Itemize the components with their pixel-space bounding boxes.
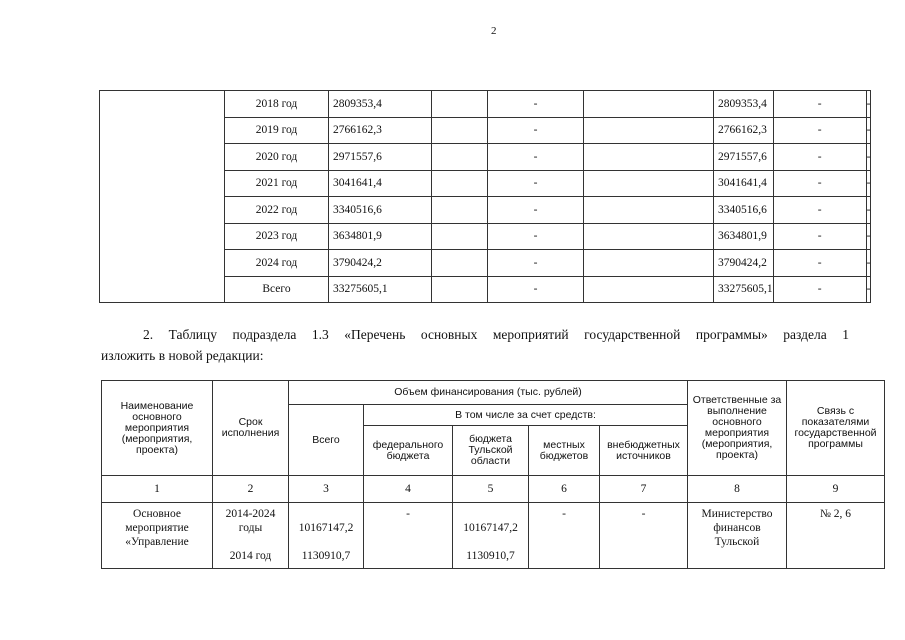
regional-cell: 2766162,3 bbox=[714, 117, 774, 144]
header-local: местных бюджетов bbox=[529, 426, 600, 476]
spacer-cell bbox=[432, 223, 488, 250]
regional-cell: 3634801,9 bbox=[714, 223, 774, 250]
federal-cell: - bbox=[488, 117, 584, 144]
spacer-cell bbox=[584, 117, 714, 144]
other-cell: - bbox=[866, 197, 871, 224]
local-cell: - bbox=[773, 144, 866, 171]
other-cell: - bbox=[866, 91, 871, 118]
row-regional-1: 10167147,2 bbox=[463, 522, 518, 534]
column-number: 1 bbox=[102, 476, 213, 503]
column-number: 8 bbox=[688, 476, 787, 503]
regional-cell: 3790424,2 bbox=[714, 250, 774, 277]
spacer-cell bbox=[584, 223, 714, 250]
total-cell: 3340516,6 bbox=[329, 197, 432, 224]
header-regional: бюджета Тульской области bbox=[453, 426, 529, 476]
regional-cell: 3340516,6 bbox=[714, 197, 774, 224]
other-cell: - bbox=[866, 117, 871, 144]
local-cell: - bbox=[773, 250, 866, 277]
instruction-paragraph-line-2: изложить в новой редакции: bbox=[101, 348, 264, 363]
year-cell: Всего bbox=[225, 276, 329, 303]
row-federal: - bbox=[364, 503, 453, 569]
total-cell: 2766162,3 bbox=[329, 117, 432, 144]
row-regional-2: 1130910,7 bbox=[466, 550, 515, 562]
header-total: Всего bbox=[289, 405, 364, 476]
row-term-1: 2014-2024 годы bbox=[225, 508, 276, 534]
page-number: 2 bbox=[491, 25, 497, 37]
header-responsible: Ответственные за выполнение основного мероприятия (мероприятия, проекта) bbox=[688, 381, 787, 476]
spacer-cell bbox=[432, 117, 488, 144]
year-cell: 2023 год bbox=[225, 223, 329, 250]
federal-cell: - bbox=[488, 197, 584, 224]
other-cell: - bbox=[866, 144, 871, 171]
column-number: 6 bbox=[529, 476, 600, 503]
column-number: 2 bbox=[213, 476, 289, 503]
spacer-cell bbox=[584, 170, 714, 197]
instruction-paragraph-line-1: 2. Таблицу подраздела 1.3 «Перечень основных мероприятий государственной программы» раздела 1 bbox=[143, 327, 849, 342]
year-cell: 2019 год bbox=[225, 117, 329, 144]
header-funding: Объем финансирования (тыс. рублей) bbox=[289, 381, 688, 405]
spacer-cell bbox=[432, 197, 488, 224]
regional-cell: 2809353,4 bbox=[714, 91, 774, 118]
regional-cell: 2971557,6 bbox=[714, 144, 774, 171]
spacer-cell bbox=[584, 91, 714, 118]
merged-name-cell bbox=[100, 91, 225, 303]
year-cell: 2022 год bbox=[225, 197, 329, 224]
main-measures-table bbox=[101, 380, 885, 569]
local-cell: - bbox=[773, 223, 866, 250]
other-cell: - bbox=[866, 276, 871, 303]
header-term: Срок исполнения bbox=[213, 381, 289, 476]
header-name: Наименование основного мероприятия (мероприятия, проекта) bbox=[102, 381, 213, 476]
federal-cell: - bbox=[488, 223, 584, 250]
year-cell: 2020 год bbox=[225, 144, 329, 171]
regional-cell: 33275605,1 bbox=[714, 276, 774, 303]
header-link: Связь с показателями государственной программы bbox=[787, 381, 885, 476]
federal-cell: - bbox=[488, 170, 584, 197]
row-term bbox=[213, 503, 289, 569]
row-total-2: 1130910,7 bbox=[301, 550, 351, 562]
row-link: № 2, 6 bbox=[787, 503, 885, 569]
local-cell: - bbox=[773, 197, 866, 224]
spacer-cell bbox=[432, 250, 488, 277]
funding-by-year-table bbox=[99, 90, 871, 303]
local-cell: - bbox=[773, 117, 866, 144]
total-cell: 3634801,9 bbox=[329, 223, 432, 250]
row-name: Основное мероприятие «Управление bbox=[102, 503, 213, 569]
column-number: 3 bbox=[289, 476, 364, 503]
total-cell: 3041641,4 bbox=[329, 170, 432, 197]
spacer-cell bbox=[432, 170, 488, 197]
other-cell: - bbox=[866, 250, 871, 277]
federal-cell: - bbox=[488, 144, 584, 171]
row-local: - bbox=[529, 503, 600, 569]
total-cell: 2809353,4 bbox=[329, 91, 432, 118]
year-cell: 2021 год bbox=[225, 170, 329, 197]
year-cell: 2018 год bbox=[225, 91, 329, 118]
other-cell: - bbox=[866, 223, 871, 250]
year-row bbox=[100, 91, 871, 118]
spacer-cell bbox=[432, 91, 488, 118]
other-cell: - bbox=[866, 170, 871, 197]
row-total bbox=[289, 503, 364, 569]
local-cell: - bbox=[773, 170, 866, 197]
year-cell: 2024 год bbox=[225, 250, 329, 277]
federal-cell: - bbox=[488, 276, 584, 303]
local-cell: - bbox=[773, 276, 866, 303]
column-number: 9 bbox=[787, 476, 885, 503]
local-cell: - bbox=[773, 91, 866, 118]
total-cell: 2971557,6 bbox=[329, 144, 432, 171]
row-responsible: Министерство финансов Тульской bbox=[688, 503, 787, 569]
spacer-cell bbox=[584, 197, 714, 224]
federal-cell: - bbox=[488, 91, 584, 118]
column-number: 5 bbox=[453, 476, 529, 503]
row-other: - bbox=[600, 503, 688, 569]
spacer-cell bbox=[584, 144, 714, 171]
row-total-1: 10167147,2 bbox=[298, 522, 354, 534]
total-cell: 3790424,2 bbox=[329, 250, 432, 277]
total-cell: 33275605,1 bbox=[329, 276, 432, 303]
header-federal: федерального бюджета bbox=[364, 426, 453, 476]
regional-cell: 3041641,4 bbox=[714, 170, 774, 197]
spacer-cell bbox=[584, 276, 714, 303]
row-regional bbox=[453, 503, 529, 569]
federal-cell: - bbox=[488, 250, 584, 277]
header-including: В том числе за счет средств: bbox=[364, 405, 688, 426]
spacer-cell bbox=[584, 250, 714, 277]
spacer-cell bbox=[432, 144, 488, 171]
spacer-cell bbox=[432, 276, 488, 303]
header-other: внебюджетных источников bbox=[600, 426, 688, 476]
column-number: 4 bbox=[364, 476, 453, 503]
column-number: 7 bbox=[600, 476, 688, 503]
row-term-2: 2014 год bbox=[229, 550, 272, 562]
